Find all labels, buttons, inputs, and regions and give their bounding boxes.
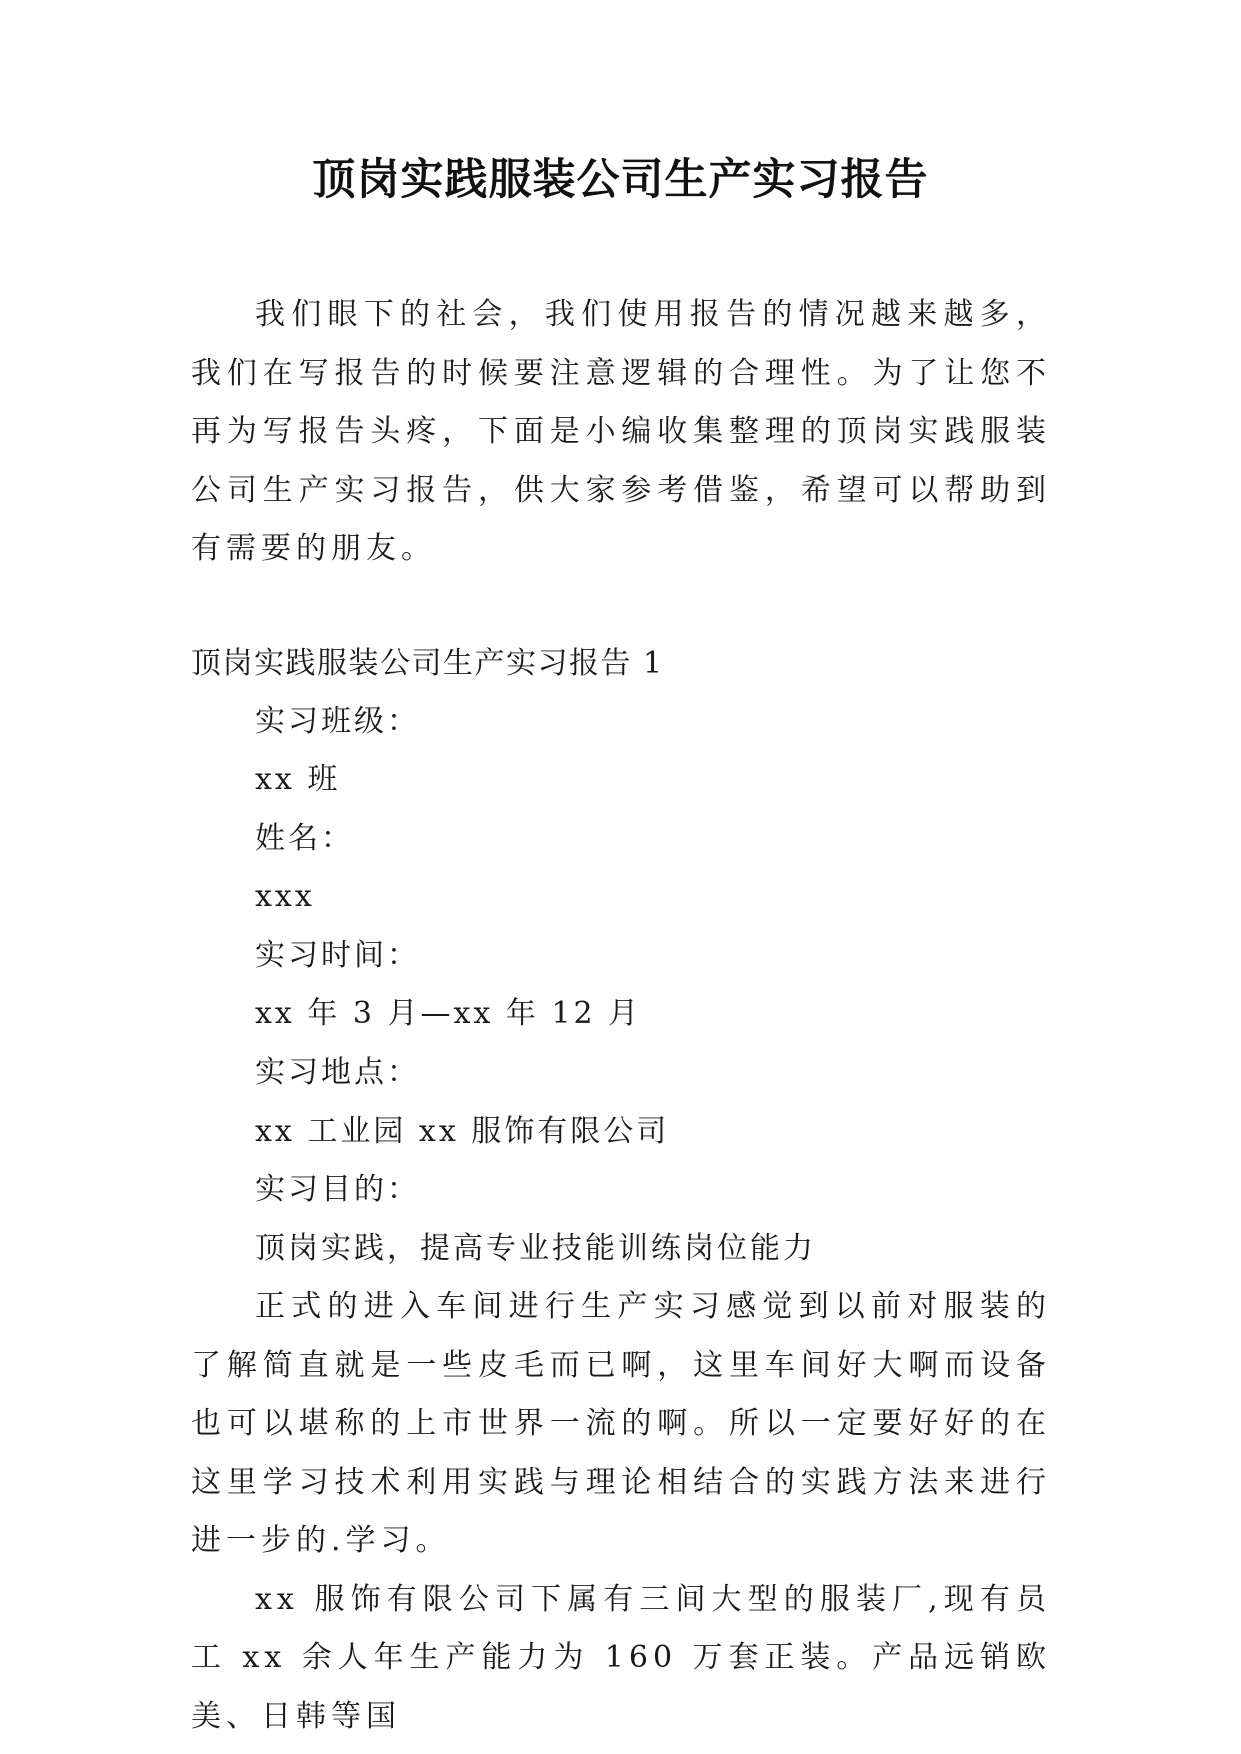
field-value-time: xx 年 3 月—xx 年 12 月: [255, 996, 642, 1032]
field-value-purpose: 顶岗实践，提高专业技能训练岗位能力: [255, 1230, 816, 1266]
document-body: [191, 286, 1051, 1746]
field-label-location: 实习地点：: [255, 1055, 420, 1091]
field-value-class: xx 班: [255, 762, 341, 798]
field-label-purpose: 实习目的：: [255, 1172, 420, 1208]
field-label-class: 实习班级：: [255, 703, 420, 739]
section-title: 顶岗实践服装公司生产实习报告 1: [191, 645, 664, 681]
body-paragraph-2: xx 服饰有限公司下属有三间大型的服装厂,现有员工 xx 余人年生产能力为 160 万套正装。产品远销欧美、日韩等国: [191, 1581, 1051, 1734]
document-title: 顶岗实践服装公司生产实习报告: [312, 155, 929, 205]
field-label-time: 实习时间：: [255, 937, 420, 973]
field-label-name: 姓名：: [255, 820, 354, 856]
field-value-location: xx 工业园 xx 服饰有限公司: [255, 1113, 670, 1149]
field-value-name: xxx: [255, 879, 315, 915]
intro-paragraph: 我们眼下的社会，我们使用报告的情况越来越多，我们在写报告的时候要注意逻辑的合理性。为了让您不再为写报告头疼，下面是小编收集整理的顶岗实践服装公司生产实习报告，供大家参考借鉴，希望可以帮助到有需要的朋友。: [191, 297, 1051, 566]
body-paragraph-1: 正式的进入车间进行生产实习感觉到以前对服装的了解简直就是一些皮毛而已啊，这里车间好大啊而设备也可以堪称的上市世界一流的啊。所以一定要好好的在这里学习技术利用实践与理论相结合的实践方法来进行进一步的.学习。: [191, 1289, 1051, 1559]
